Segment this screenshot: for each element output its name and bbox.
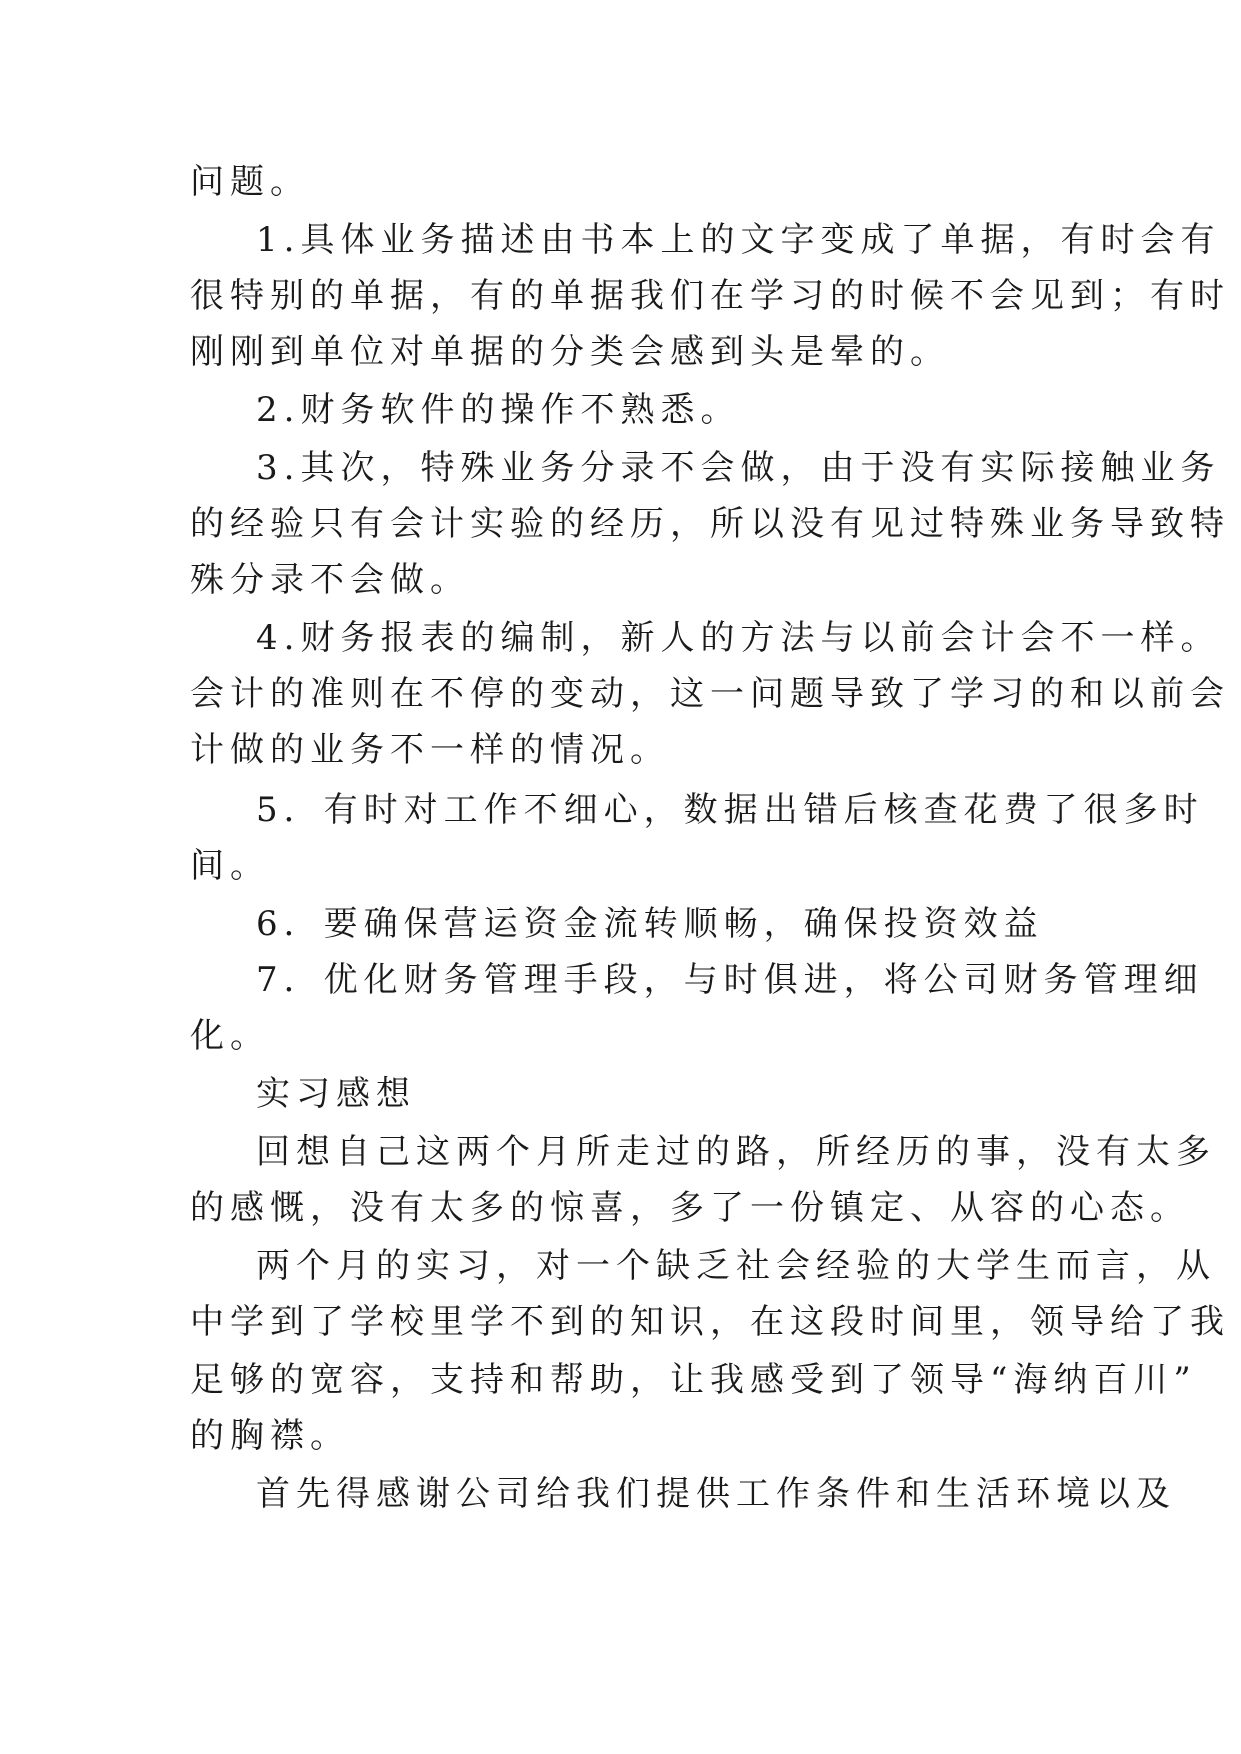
text-line: 中学到了学校里学不到的知识，在这段时间里，领导给了我 — [190, 1302, 1230, 1342]
text-line: 5．有时对工作不细心，数据出错后核查花费了很多时 — [256, 790, 1204, 830]
text-line: 问题。 — [190, 162, 310, 202]
text-line: 两个月的实习，对一个缺乏社会经验的大学生而言，从 — [256, 1246, 1216, 1286]
text-line: 2.财务软件的操作不熟悉。 — [256, 390, 741, 430]
text-line: 计做的业务不一样的情况。 — [190, 730, 670, 770]
text-line: 足够的宽容，支持和帮助，让我感受到了领导“海纳百川” — [190, 1360, 1197, 1400]
text-line: 首先得感谢公司给我们提供工作条件和生活环境以及 — [256, 1474, 1176, 1514]
text-line: 很特别的单据，有的单据我们在学习的时候不会见到；有时 — [190, 276, 1230, 316]
text-line: 化。 — [190, 1016, 270, 1056]
text-line: 会计的准则在不停的变动，这一问题导致了学习的和以前会 — [190, 674, 1230, 714]
text-line: 6．要确保营运资金流转顺畅，确保投资效益 — [256, 904, 1044, 944]
text-line: 3.其次，特殊业务分录不会做，由于没有实际接触业务 — [256, 448, 1221, 488]
text-line: 的感慨，没有太多的惊喜，多了一份镇定、从容的心态。 — [190, 1188, 1190, 1228]
text-line: 7．优化财务管理手段，与时俱进，将公司财务管理细 — [256, 960, 1204, 1000]
text-line: 1.具体业务描述由书本上的文字变成了单据，有时会有 — [256, 220, 1221, 260]
text-line: 殊分录不会做。 — [190, 560, 470, 600]
text-line: 的胸襟。 — [190, 1416, 350, 1456]
text-line: 间。 — [190, 846, 270, 886]
text-line: 刚刚到单位对单据的分类会感到头是晕的。 — [190, 332, 950, 372]
section-heading: 实习感想 — [256, 1074, 416, 1114]
text-line: 4.财务报表的编制，新人的方法与以前会计会不一样。 — [256, 618, 1221, 658]
text-line: 的经验只有会计实验的经历，所以没有见过特殊业务导致特 — [190, 504, 1230, 544]
text-line: 回想自己这两个月所走过的路，所经历的事，没有太多 — [256, 1132, 1216, 1172]
